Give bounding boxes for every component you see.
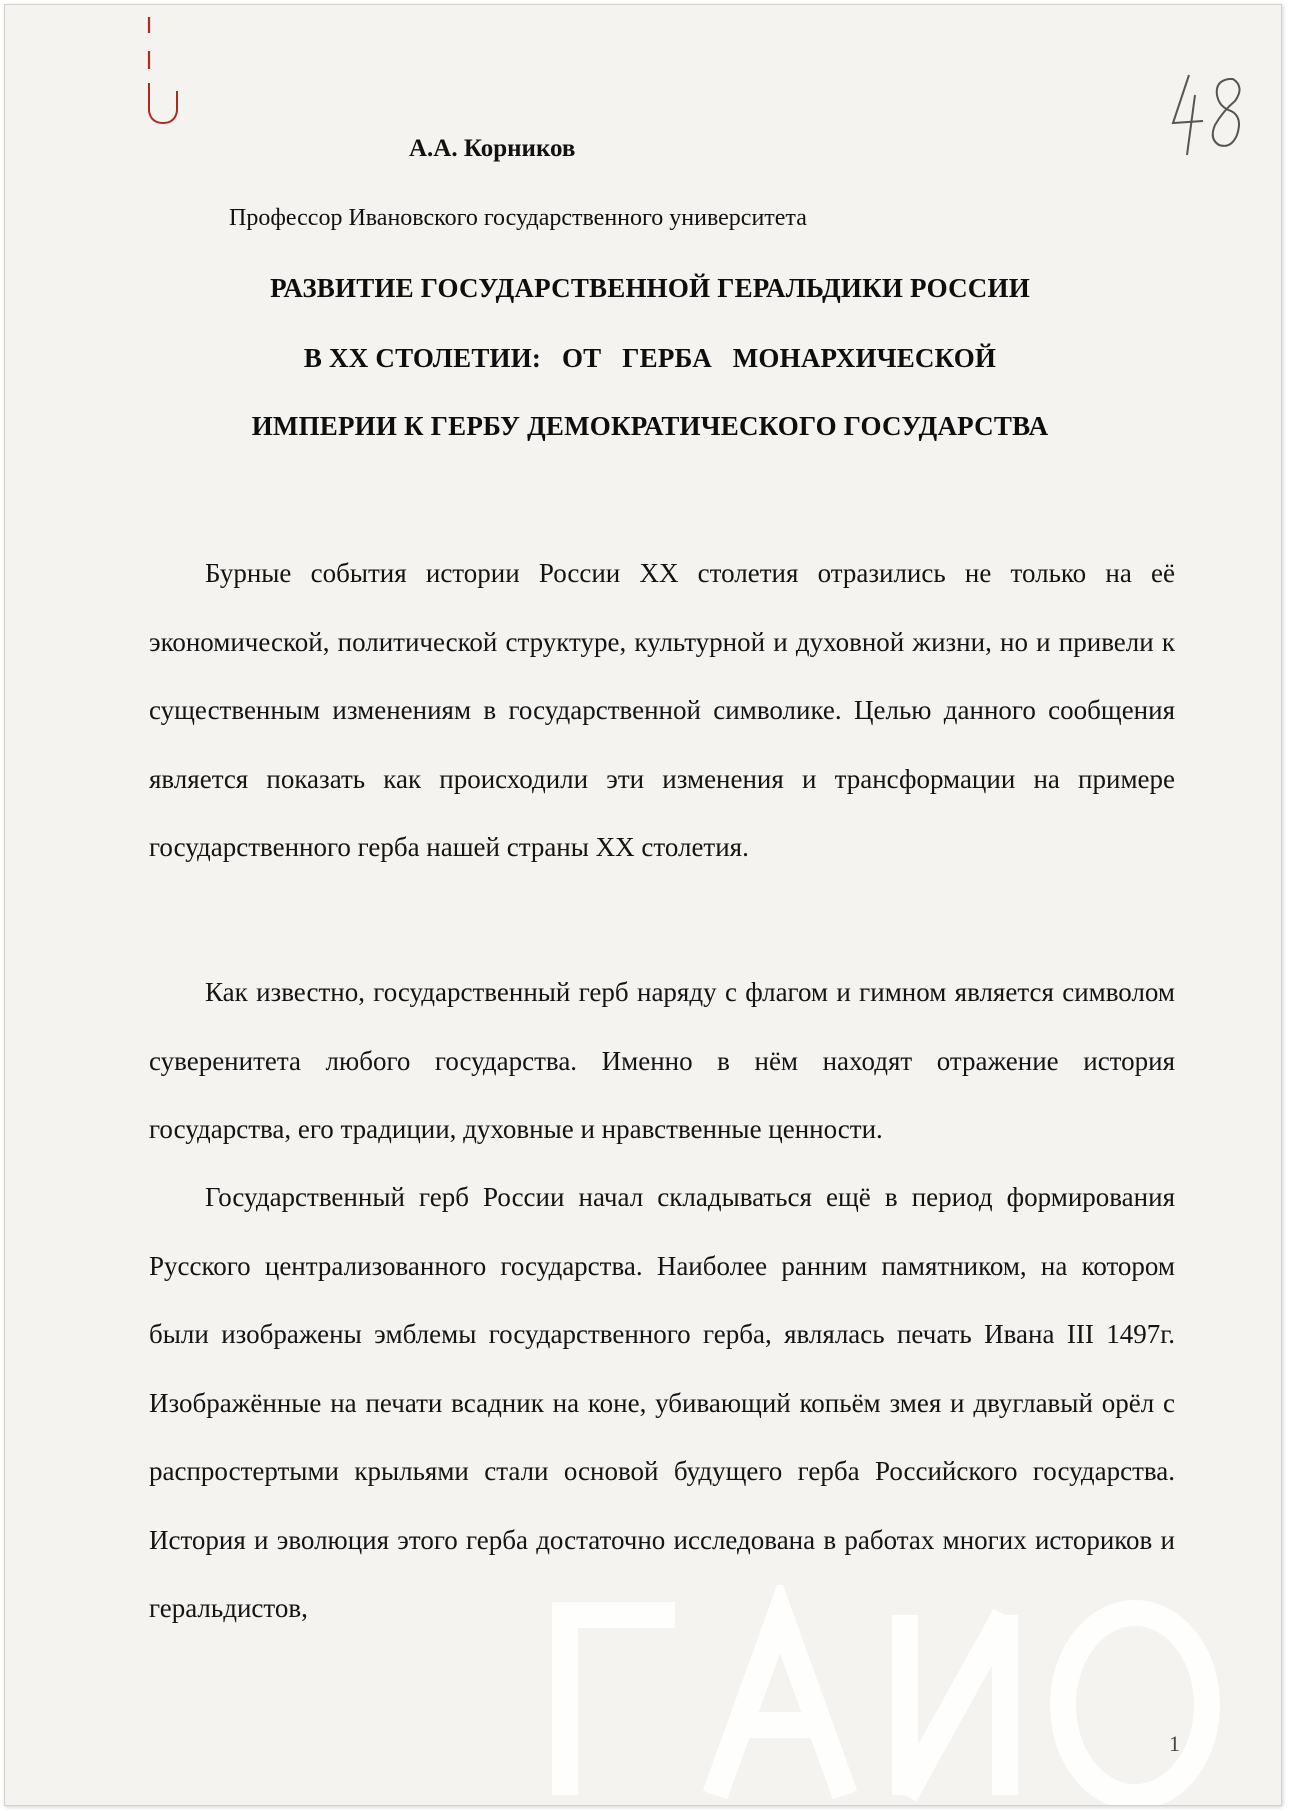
handwritten-folio-number — [1159, 65, 1249, 165]
author-affiliation: Профессор Ивановского государственного университета — [229, 205, 807, 231]
title-line: В XX СТОЛЕТИИ: ОТ ГЕРБА МОНАРХИЧЕСКОЙ — [303, 343, 997, 373]
body-paragraph: Бурные события истории России XX столетия отразились не только на её экономической, политической структуре, культурной и духовной жизни, но и привели к существенным изменениям в государственной символике. Целью данного сообщения является показать как происходили эти изменения и трансформации на примере государственного герба нашей страны XX столетия. — [149, 558, 1175, 862]
author-name: А.А. Корников — [409, 135, 576, 162]
title-line: ИМПЕРИИ К ГЕРБУ ДЕМОКРАТИЧЕСКОГО ГОСУДАРСТВА — [251, 411, 1049, 441]
body-paragraph: Как известно, государственный герб наряду с флагом и гимном является символом суверенитета любого государства. Именно в нём находят отражение история государства, его традиции, духовные и нравственные ценности. — [149, 977, 1175, 1144]
body-paragraph: Государственный герб России начал складываться ещё в период формирования Русского централизованного государства. Наиболее ранним памятником, на котором были изображены эмблемы государственного герба, являлась печать Ивана III 1497г. Изображённые на печати всадник на коне, убивающий копьём змея и двуглавый орёл с распростертыми крыльями стали основой будущего герба Российского государства. История и эволюция этого герба достаточно исследована в работах многих историков и геральдистов, — [149, 1182, 1175, 1623]
title-line: РАЗВИТИЕ ГОСУДАРСТВЕННОЙ ГЕРАЛЬДИКИ РОССИИ — [270, 273, 1030, 303]
binder-hole-mark-icon — [145, 11, 181, 131]
page-number: 1 — [1169, 1731, 1180, 1756]
document-page — [4, 4, 1282, 1806]
